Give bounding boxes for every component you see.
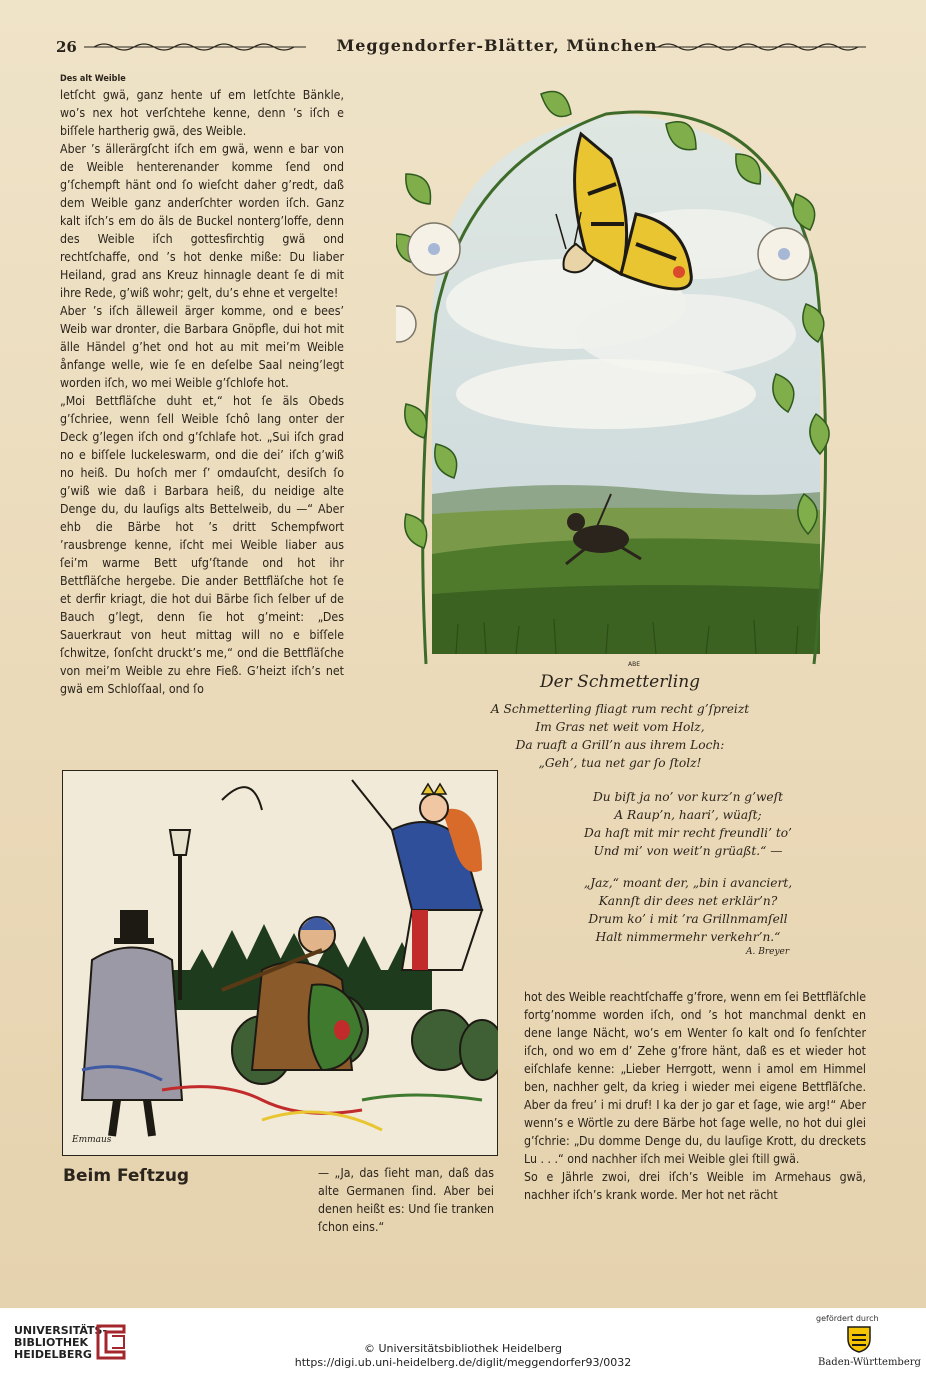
story-paragraph: hot des Weible reachtſchaffe g’frore, wenn em ſei Bettfläſchle fortg’nomme worden iſch, ond ’s hot manchmal denkt en dene lange Nächt, wo’s em Wenter ſo kalt ond ſo fenſchter iſch, ond wo em d’ Zehe g’frore hänt, daß es et wieder hot eiſchlafe kenne: „Lieber Herrgott, wenn i amol em Himmel ben, nachher gelt, da krieg i wieder mei eigene Bettfläſche. Aber da freu’ i mi druf! I ka der jo gar et ſage, wie arg!“ Aber wenn’s e Wörtle zu dere Bärbe hot ſage welle, no hot dui glei g’ſchrie: „Du domme Denge du, du lauſige Krott, du dreckets Lu . . .“ ond nachher iſch mei Weible glei ſtill gwä.	[524, 990, 866, 1166]
page-header	[56, 36, 866, 58]
butterfly-illustration	[396, 74, 866, 670]
library-name-line: UNIVERSITÄTS-	[14, 1324, 108, 1337]
header-ornament-right	[652, 42, 866, 52]
poem-line: A Schmetterling fliagt rum recht g’ſpreizt	[490, 702, 750, 716]
story-left-column	[60, 72, 344, 698]
cartoon-caption: — „Ja, das ſieht man, daß das alte Germanen ſind. Aber bei denen heißt es: Und ſie tranken ſchon eins.“	[318, 1166, 494, 1234]
poem-stanza-3	[548, 874, 828, 946]
poem-line: Kannſt dir dees net erklär’n?	[598, 894, 778, 908]
cartoon-title: Beim Feſtzug	[63, 1166, 190, 1186]
poem-line: A Raup’n, haari’, wüaſt;	[614, 808, 762, 822]
library-logo-icon	[94, 1322, 128, 1362]
story-paragraph: Aber ’s iſch älleweil ärger komme, ond e bees’ Weib war dronter, die Barbara Gnöpfle, dui hot mit älle Händel g’het ond hot au mit mei’m Weible ånfange welle, wie ſe en deſelbe Saal neing’legt worden iſch, wo mei Weible g’ſchlofe hot.	[60, 304, 344, 390]
artist-signature: ABE	[628, 661, 641, 668]
copyright-notice	[200, 1342, 726, 1370]
poem-line: Und mi’ von weit’n grüaßt.“ —	[593, 844, 783, 858]
poem-line: Drum ko’ i mit ’ra Grillnmamſell	[588, 912, 788, 926]
state-coat-of-arms-icon	[846, 1325, 872, 1353]
running-head: Des alt Weible	[60, 74, 126, 84]
story-paragraph: letſcht gwä, ganz hente uf em letſchte Bänkle, wo’s nex hot verſchtehe kenne, denn ’s iſch e biſſele hartherig gwä, des Weible.	[60, 88, 344, 138]
poem-title: Der Schmetterling	[539, 672, 701, 692]
poem-stanza-1	[462, 700, 778, 772]
story-paragraph: Aber ’s ällerärgſcht iſch em gwä, wenn e bar von de Weible henterenander komme ſend ond g’ſchempft hänt ond ſo wieſcht daher g’redt, daß dem Weible ganz anderſchter worden iſch. Ganz kalt iſch’s em do äls de Buckel nonterg’loffe, denn des Weible iſch gottesfirchtig gwä ond rechtſchaffe, ond ’s hot denke miße: Du liaber Heiland, grad ans Kreuz hinnagle deant ſe di mit ihre Rede, g’wiß wohr; gelt, du’s ehne et vergelte!	[60, 142, 344, 300]
source-url-link[interactable]: https://digi.ub.uni-heidelberg.de/diglit/meggendorfer93/0032	[294, 1356, 632, 1369]
poem-stanza-2	[548, 788, 828, 860]
funded-by-label: gefördert durch	[816, 1314, 879, 1323]
header-ornament-left	[84, 42, 306, 52]
festival-cartoon	[62, 770, 498, 1156]
magazine-title: Meggendorfer-Blätter, München	[336, 36, 658, 55]
state-name: Baden-Württemberg	[818, 1357, 921, 1368]
story-right-column	[524, 988, 866, 1204]
poem-line: Im Gras net weit vom Holz,	[535, 720, 705, 734]
poem-line: Du biſt ja no’ vor kurz’n g’weſt	[592, 790, 784, 804]
page-number: 26	[56, 38, 77, 56]
poem-line: Da ruaft a Grill’n aus ihrem Loch:	[515, 738, 725, 752]
poem-line: Halt nimmermehr verkehr’n.“	[595, 930, 781, 944]
story-paragraph: „Moi Bettfläſche duht et,“ hot ſe äls Obeds g’ſchriee, wenn ſell Weible ſchô lang onter der Deck g’legen iſch ond g’ſchlafe hot. „Sui iſch grad no e biſſele luckeleswarm, ond die dei’ iſch g’wiß no heiß. Du hoſch mer ſ’ omdauſcht, desiſch ſo g’wiß wie daß i Barbara heiß, du neidige alte Denge du, du lauſigs alts Bettelweib, du —“ Aber ehb die Bärbe hot ’s dritt Schempfwort ’rausbrenge kenne, iſcht mei Weible liaber aus ſei’m warme Bett ufg’ſtande ond hot ihr Bettfläſche hergebe. Die ander Bettfläſche hot ſe et derfir kriagt, die hot dui Bärbe ſich ſelber uf de Bauch g’legt, denn ſie hot g’meint: „Des Sauerkraut von heut mittag will no e biſſele ſchwitze, ſonſcht druckt’s me,“ ond die Bettfläſche von mei’m Weible zu ehre Fieß. G’heizt iſch’s net gwä em Schloſſaal, ond ſo	[60, 394, 344, 696]
cartoon-signature: Emmaus	[72, 1135, 112, 1145]
poem-line: „Jaz,“ moant der, „bin i avanciert,	[583, 876, 793, 890]
poem-line: „Geh’, tua net gar ſo ſtolz!	[538, 756, 702, 770]
library-name-line: HEIDELBERG	[14, 1348, 92, 1361]
copyright-line: © Universitätsbibliothek Heidelberg	[363, 1342, 562, 1355]
poem-author: A. Breyer	[746, 947, 790, 957]
poem-line: Da haſt mit mir recht freundli’ to’	[584, 826, 792, 840]
story-paragraph: So e Jährle zwoi, drei iſch’s Weible im Armehaus gwä, nachher iſch’s krank worde. Mer hot net rächt	[524, 1170, 866, 1202]
library-name-line: BIBLIOTHEK	[14, 1336, 89, 1349]
